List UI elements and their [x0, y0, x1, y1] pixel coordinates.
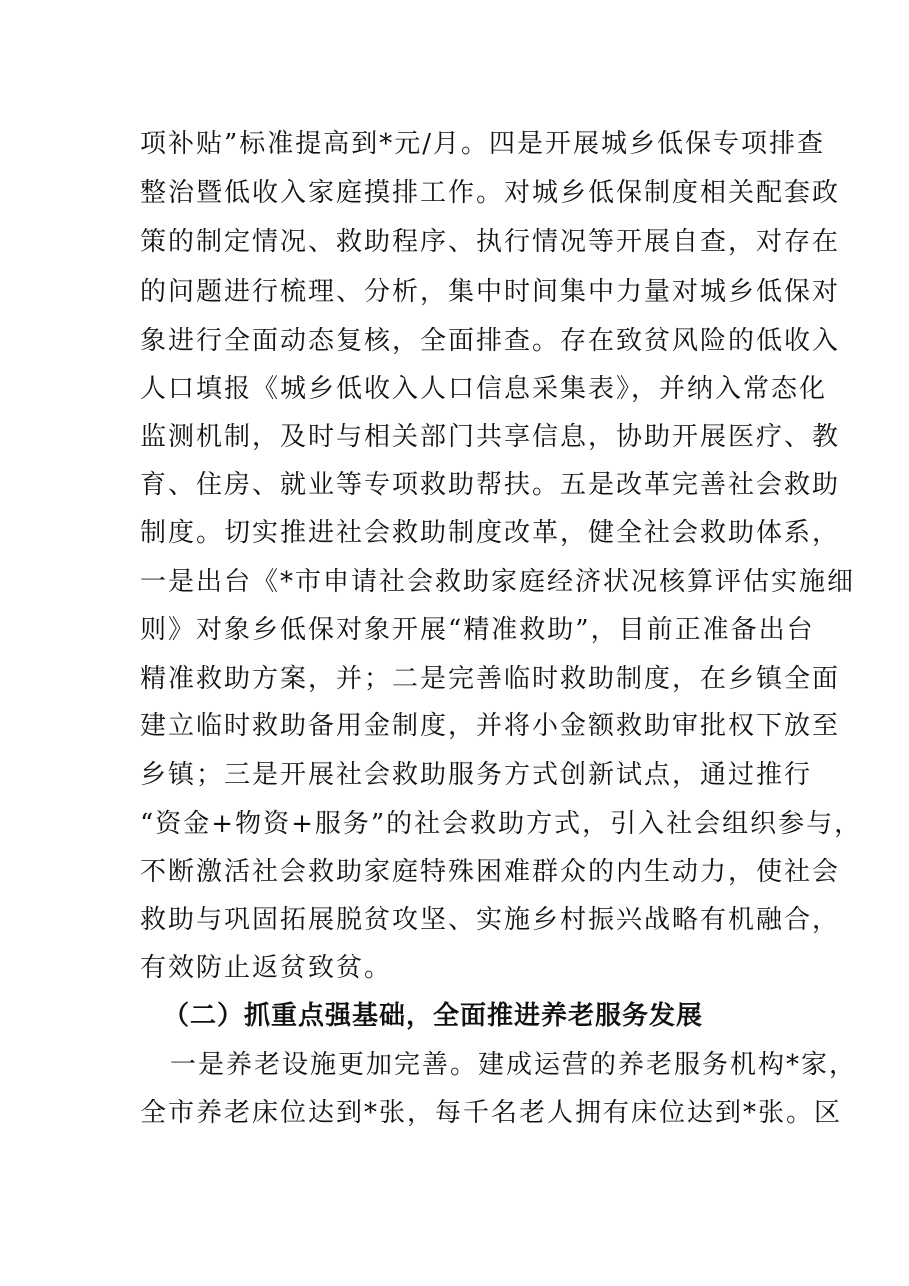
text-line: 的问题进行梳理、分析，集中时间集中力量对城乡低保对 [140, 277, 841, 307]
text-line: 一是出台《*市申请社会救助家庭经济状况核算评估实施细 [140, 567, 856, 597]
section-heading: （二）抓重点强基础，全面推进养老服务发展 [163, 1001, 704, 1031]
text-line: 一是养老设施更加完善。建成运营的养老服务机构*家， [142, 1050, 858, 1080]
text-line: 建立临时救助备用金制度，并将小金额救助审批权下放至 [140, 711, 841, 741]
text-line: 全市养老床位达到*张，每千名老人拥有床位达到*张。区 [140, 1098, 843, 1128]
text-line: 监测机制，及时与相关部门共享信息，协助开展医疗、教 [140, 422, 841, 452]
text-line: 不断激活社会救助家庭特殊困难群众的内生动力，使社会 [140, 857, 841, 887]
text-line: 有效防止返贫致贫。 [140, 953, 393, 983]
text-line: 项补贴”标准提高到*元/月。四是开展城乡低保专项排查 [140, 129, 826, 159]
text-line: 则》对象乡低保对象开展“精准救助”，目前正准备出台 [140, 615, 815, 645]
text-line: 策的制定情况、救助程序、执行情况等开展自查，对存在 [140, 227, 841, 257]
text-line: 救助与巩固拓展脱贫攻坚、实施乡村振兴战略有机融合， [140, 905, 841, 935]
text-line: 制度。切实推进社会救助制度改革，健全社会救助体系， [140, 518, 841, 548]
text-line: 整治暨低收入家庭摸排工作。对城乡低保制度相关配套政 [140, 178, 841, 208]
text-line: 人口填报《城乡低收入人口信息采集表》，并纳入常态化 [140, 374, 828, 404]
text-line: 精准救助方案，并；二是完善临时救助制度，在乡镇全面 [140, 664, 841, 694]
text-line: 育、住房、就业等专项救助帮扶。五是改革完善社会救助 [140, 470, 841, 500]
text-line: “资金+物资+服务”的社会救助方式，引入社会组织参与， [140, 809, 863, 839]
text-line: 乡镇；三是开展社会救助服务方式创新试点，通过推行 [140, 760, 813, 790]
text-line: 象进行全面动态复核，全面排查。存在致贫风险的低收入 [140, 326, 841, 356]
